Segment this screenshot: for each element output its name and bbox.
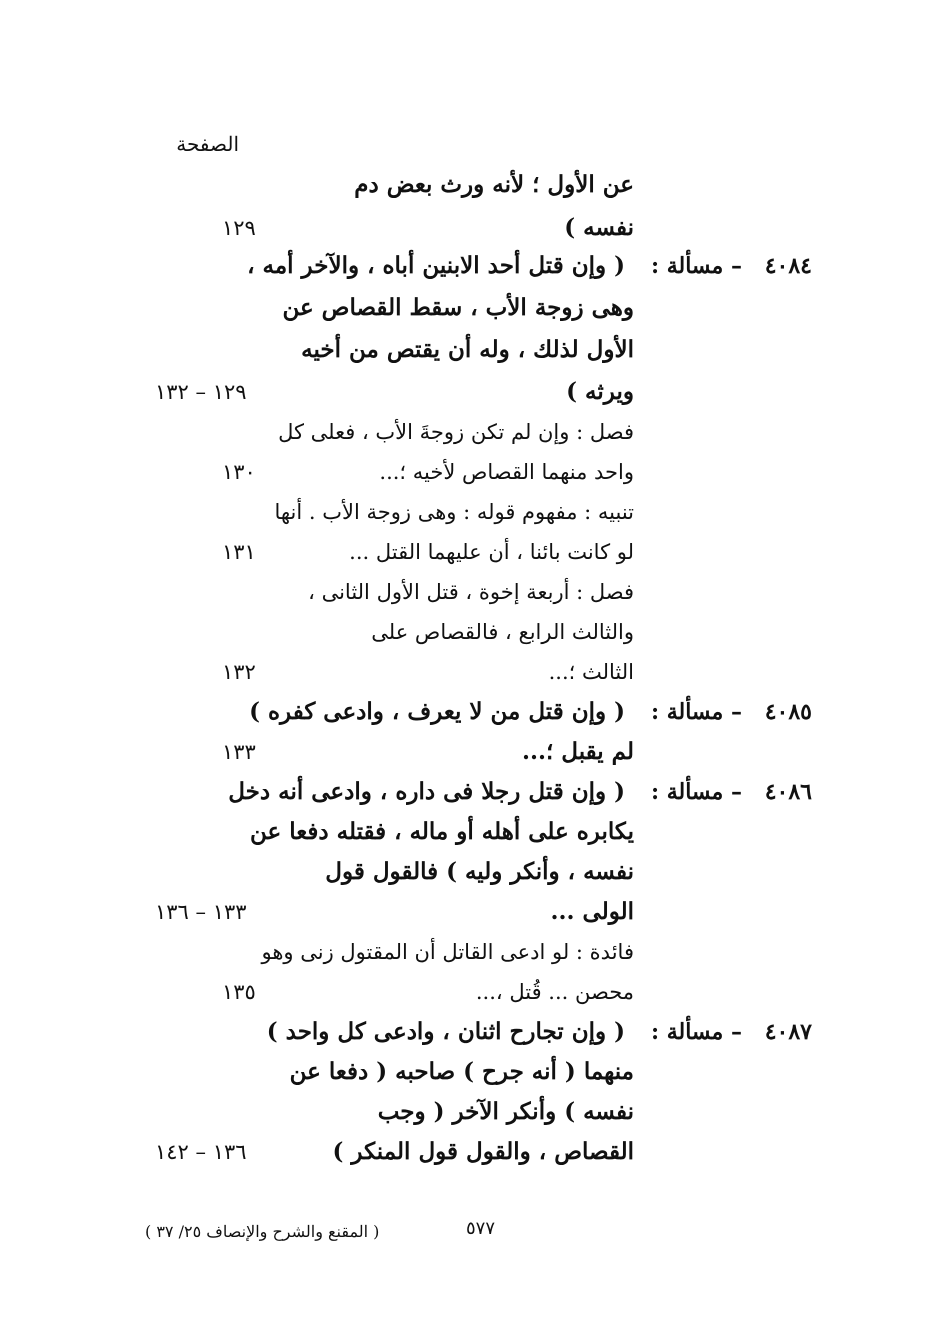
entry-text: وهى زوجة الأب ، سقط القصاص عن (282, 294, 634, 321)
issue-label: – مسألة : (650, 1019, 742, 1045)
page-reference: ١٣٥ (222, 980, 256, 1004)
entry-text: ويرثه ) (566, 378, 634, 405)
entry-text: ( وإن قتل أحد الابنين أباه ، والآخر أمه ، (247, 252, 625, 279)
issue-label: – مسألة : (650, 779, 742, 805)
entry-text: الولى ... (550, 898, 634, 925)
page-reference: ١٣٠ (222, 460, 256, 484)
entry-text: فائدة : لو ادعى القاتل أن المقتول زنى وهو (261, 940, 634, 964)
entry-text: فصل : أربعة إخوة ، قتل الأول الثانى ، (308, 580, 634, 604)
page-reference: ١٣٣ (222, 740, 256, 764)
page-reference: ١٣٣ – ١٣٦ (155, 900, 247, 924)
entry-text: فصل : وإن لم تكن زوجةَ الأب ، فعلى كل (278, 420, 634, 444)
page-reference: ١٣٦ – ١٤٢ (155, 1140, 247, 1164)
page-number: ٥٧٧ (466, 1218, 496, 1239)
page-reference: ١٣١ (222, 540, 256, 564)
entry-text: الثالث ؛... (548, 660, 634, 684)
entry-text: منهما ( أنه جرح ) صاحبه ( دفعا عن (289, 1058, 634, 1085)
issue-number: ٤٠٨٤ (764, 253, 812, 279)
entry-text: تنبيه : مفهوم قوله : وهى زوجة الأب . أنها (274, 500, 634, 524)
entry-text: نفسه ) (564, 214, 634, 241)
entry-text: ( وإن قتل رجلا فى داره ، وادعى أنه دخل (228, 778, 625, 805)
entry-text: الأول لذلك ، وله أن يقتص من أخيه (301, 336, 634, 363)
issue-number: ٤٠٨٥ (764, 699, 812, 725)
issue-number: ٤٠٨٦ (764, 779, 812, 805)
entry-text: نفسه ) وأنكر الآخر ( وجب (377, 1098, 634, 1125)
issue-label: – مسألة : (650, 253, 742, 279)
issue-label: – مسألة : (650, 699, 742, 725)
entry-text: عن الأول ؛ لأنه ورث بعض دم (354, 171, 634, 198)
entry-text: واحد منهما القصاص لأخيه ؛... (379, 460, 634, 484)
entry-text: لو كانت بائنا ، أن عليهما القتل ... (349, 540, 634, 564)
page-reference: ١٢٩ – ١٣٢ (155, 380, 247, 404)
entry-text: ( وإن قتل من لا يعرف ، وادعى كفره ) (249, 698, 625, 725)
entry-text: لم يقبل ؛... (521, 738, 634, 765)
source-reference: ( المقنع والشرح والإنصاف ٢٥/ ٣٧ ) (145, 1222, 380, 1241)
issue-number: ٤٠٨٧ (764, 1019, 812, 1045)
entry-text: والثالث الرابع ، فالقصاص على (371, 620, 634, 644)
entry-text: نفسه ، وأنكر وليه ) فالقول قول (325, 858, 634, 885)
page-reference: ١٢٩ (222, 216, 256, 240)
page-column-header: الصفحة (176, 132, 239, 156)
entry-text: القصاص ، والقول قول المنكر ) (332, 1138, 634, 1165)
page-reference: ١٣٢ (222, 660, 256, 684)
entry-text: يكابره على أهله أو ماله ، فقتله دفعا عن (250, 818, 634, 845)
entry-text: محصن ... قُتل ،... (475, 980, 634, 1004)
entry-text: ( وإن تجارح اثنان ، وادعى كل واحد ) (266, 1018, 625, 1045)
